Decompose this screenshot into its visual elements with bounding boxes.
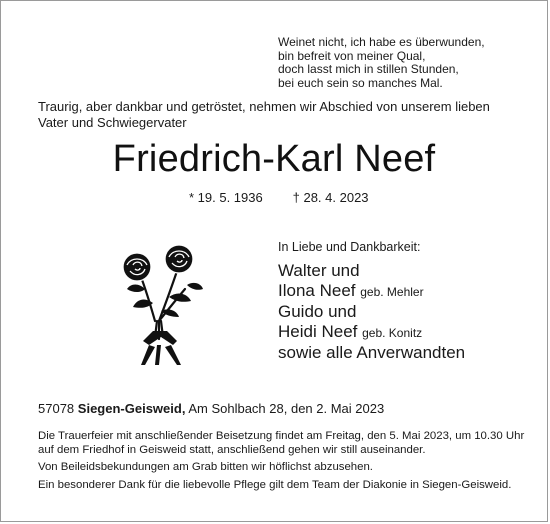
mourner-name: Heidi Neef — [278, 322, 358, 341]
mourner-line: Guido und — [278, 302, 357, 321]
mourners-lead: In Liebe und Dankbarkeit: — [278, 240, 421, 254]
rose-right — [165, 245, 193, 273]
mourner-line: sowie alle Anverwandten — [278, 343, 466, 362]
thanks-note: Ein besonderer Dank für die liebevolle Pflege gilt dem Team der Diakonie in Siegen-Geisweid. — [38, 478, 512, 491]
town: Siegen-Geisweid, — [77, 401, 186, 416]
mourner-line — [278, 322, 538, 343]
funeral-info: Die Trauerfeier mit anschließender Beisetzung findet am Freitag, den 5. Mai 2023, um 10.30 Uhr auf dem Friedhof in Geisweid statt, anschließend gehen wir still auseinander. — [38, 430, 525, 456]
roses-icon — [113, 241, 209, 366]
mourner-line: Walter und — [278, 261, 360, 280]
poem-verse — [278, 36, 528, 90]
condolence-note: Von Beileidsbekundungen am Grab bitten wir höflichst abzusehen. — [38, 461, 373, 474]
life-dates — [189, 190, 369, 205]
intro-text: Traurig, aber dankbar und getröstet, nehmen wir Abschied von unserem lieben Vater und Schwiegervater — [38, 99, 490, 130]
poem-line: bin befreit von meiner Qual, — [278, 48, 426, 63]
postcode: 57078 — [38, 401, 75, 416]
poem-line: bei euch sein so manches Mal. — [278, 75, 443, 90]
deceased-name: Friedrich-Karl Neef — [112, 138, 436, 180]
address-date: Am Sohlbach 28, den 2. Mai 2023 — [188, 401, 385, 416]
mourner-name: Ilona Neef — [278, 281, 356, 300]
death-date: † 28. 4. 2023 — [292, 190, 369, 205]
place-and-date — [38, 401, 384, 416]
poem-line: doch lasst mich in stillen Stunden, — [278, 62, 459, 77]
notes — [38, 430, 528, 496]
rose-left — [123, 253, 151, 281]
mourners-list — [278, 239, 538, 363]
mourner-line — [278, 281, 538, 302]
poem-line: Weinet nicht, ich habe es überwunden, — [278, 35, 485, 49]
birth-date: * 19. 5. 1936 — [189, 190, 263, 205]
maiden-name: geb. Mehler — [360, 285, 424, 299]
maiden-name: geb. Konitz — [362, 326, 423, 340]
